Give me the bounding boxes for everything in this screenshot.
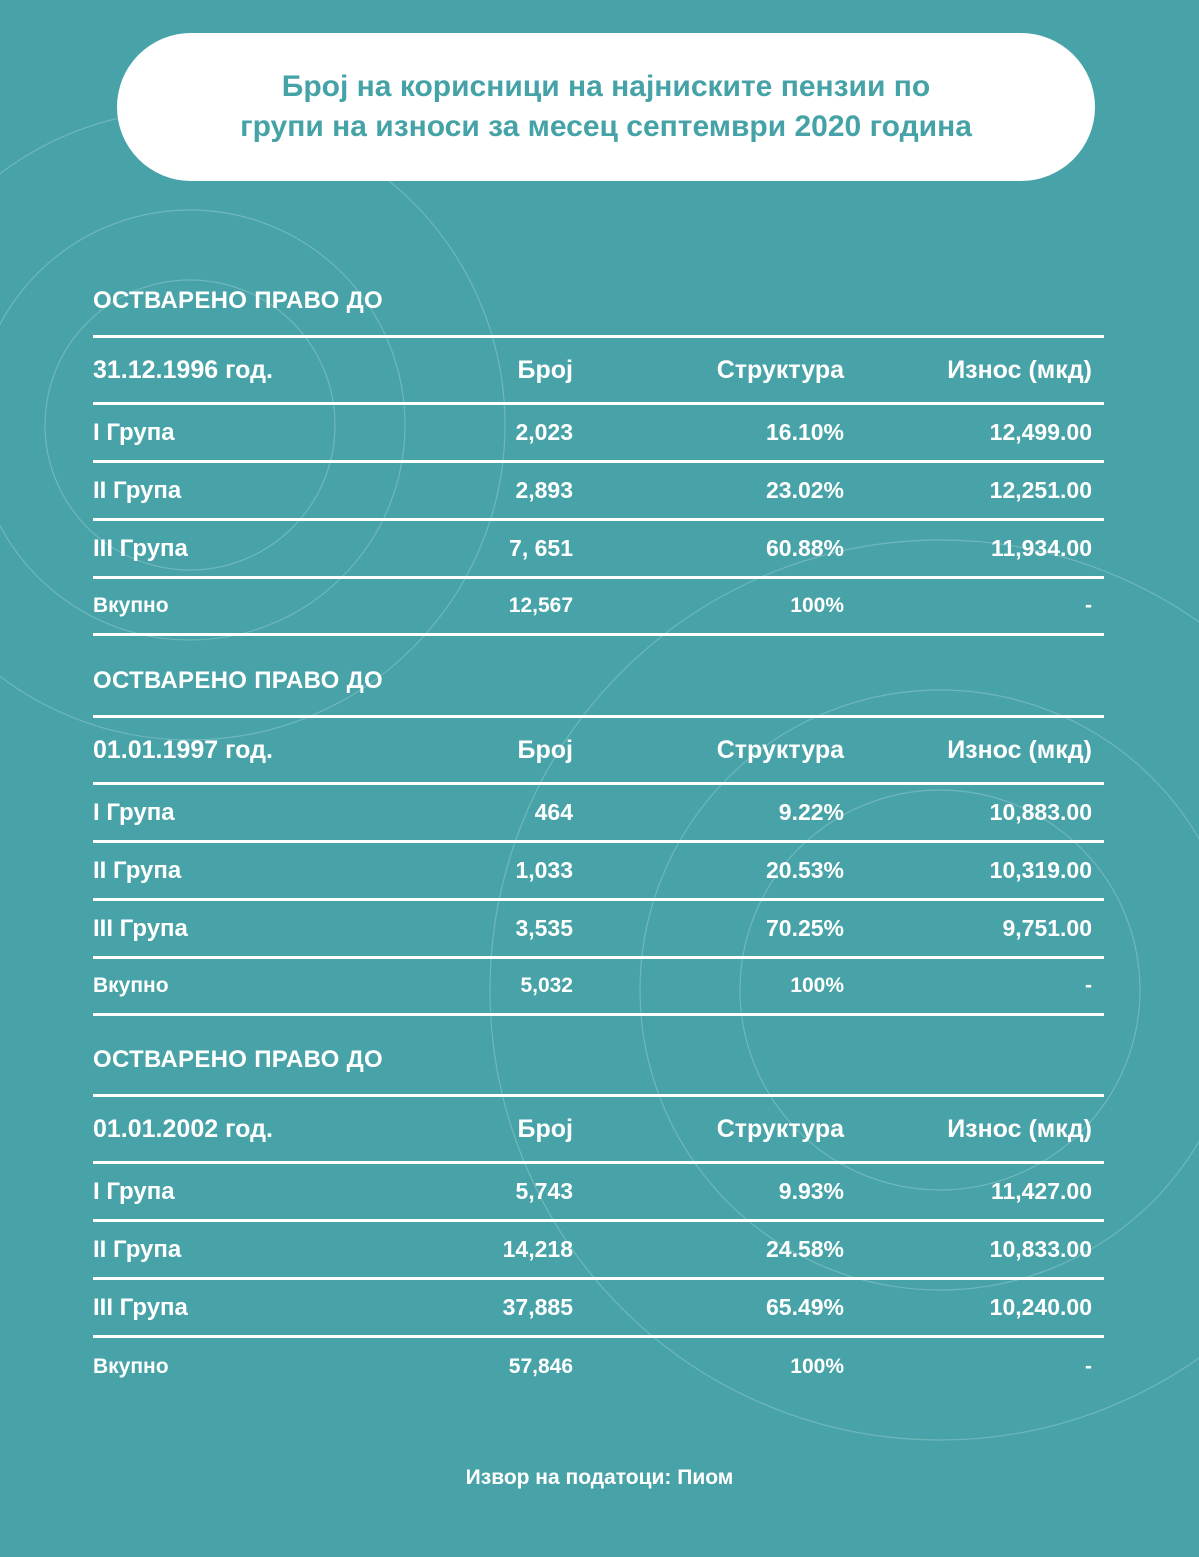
header-structure: Структура (716, 735, 844, 764)
cell-count: 5,743 (515, 1178, 573, 1204)
cell-count: 2,893 (515, 477, 573, 503)
cell-group: I Група (93, 798, 175, 826)
table-row (93, 785, 1104, 843)
table-total-row (93, 1338, 1104, 1395)
cell-structure: 20.53% (765, 857, 844, 883)
cell-structure: 65.49% (765, 1294, 844, 1320)
data-table (93, 335, 1104, 636)
cell-amount: 9,751.00 (1002, 915, 1092, 941)
header-amount: Износ (мкд) (947, 1114, 1092, 1143)
section-heading: ОСТВАРЕНО ПРАВО ДО (93, 287, 383, 314)
table-header-row (93, 1097, 1104, 1164)
header-amount: Износ (мкд) (947, 355, 1092, 384)
section-1997 (93, 663, 1104, 1016)
table-header-row (93, 718, 1104, 785)
cell-structure: 24.58% (765, 1236, 844, 1262)
cell-total-label: Вкупно (93, 974, 169, 997)
header-date: 01.01.1997 год. (93, 735, 273, 764)
data-table (93, 1094, 1104, 1395)
header-amount: Износ (мкд) (947, 735, 1092, 764)
cell-group: III Група (93, 914, 188, 942)
table-row (93, 1164, 1104, 1222)
cell-group: III Група (93, 1293, 188, 1321)
cell-total-label: Вкупно (93, 594, 169, 617)
cell-count: 1,033 (515, 857, 573, 883)
cell-total-amount: - (1085, 1354, 1092, 1378)
cell-amount: 12,499.00 (989, 419, 1092, 445)
cell-amount: 11,934.00 (990, 535, 1092, 561)
cell-group: II Група (93, 856, 182, 884)
section-heading: ОСТВАРЕНО ПРАВО ДО (93, 1046, 383, 1073)
cell-total-count: 5,032 (520, 974, 573, 997)
cell-group: I Група (93, 418, 175, 446)
table-total-row (93, 579, 1104, 636)
table-row (93, 463, 1104, 521)
cell-total-amount: - (1085, 594, 1092, 617)
cell-group: III Група (93, 534, 188, 562)
cell-amount: 10,883.00 (989, 799, 1092, 825)
cell-total-count: 12,567 (508, 594, 573, 617)
cell-total-structure: 100% (790, 974, 844, 997)
data-table (93, 715, 1104, 1016)
table-row (93, 901, 1104, 959)
cell-total-structure: 100% (790, 594, 844, 617)
section-heading: ОСТВАРЕНО ПРАВО ДО (93, 667, 383, 694)
cell-count: 464 (534, 799, 573, 825)
title-line-2: групи на износи за месец септември 2020 година (240, 110, 972, 143)
cell-group: I Група (93, 1177, 175, 1205)
header-date: 31.12.1996 год. (93, 355, 273, 384)
cell-structure: 16.10% (765, 419, 844, 445)
cell-count: 14,218 (502, 1236, 573, 1262)
cell-total-label: Вкупно (93, 1354, 169, 1378)
cell-structure: 9.22% (778, 799, 844, 825)
cell-structure: 70.25% (765, 915, 844, 941)
cell-amount: 10,319.00 (989, 857, 1092, 883)
page-title (240, 67, 972, 147)
cell-structure: 9.93% (778, 1178, 844, 1204)
cell-structure: 23.02% (765, 477, 844, 503)
header-count: Број (517, 1114, 573, 1143)
header-count: Број (517, 735, 573, 764)
cell-count: 2,023 (515, 419, 573, 445)
title-line-1: Број на корисници на најниските пензии по (281, 70, 931, 103)
source-note: Извор на податоци: Пиом (465, 1466, 734, 1489)
section-2002 (93, 1042, 1104, 1395)
header-structure: Структура (716, 355, 844, 384)
table-header-row (93, 338, 1104, 405)
cell-total-amount: - (1085, 974, 1092, 997)
cell-group: II Група (93, 476, 182, 504)
section-1996 (93, 283, 1104, 636)
cell-total-structure: 100% (790, 1354, 844, 1378)
cell-total-count: 57,846 (508, 1354, 573, 1378)
cell-group: II Група (93, 1235, 182, 1263)
cell-structure: 60.88% (765, 535, 844, 561)
cell-amount: 11,427.00 (990, 1178, 1092, 1204)
cell-count: 7, 651 (509, 535, 573, 561)
cell-amount: 10,833.00 (989, 1236, 1092, 1262)
table-total-row (93, 959, 1104, 1016)
cell-count: 37,885 (502, 1294, 573, 1320)
cell-amount: 12,251.00 (989, 477, 1092, 503)
cell-amount: 10,240.00 (989, 1294, 1092, 1320)
title-banner (117, 33, 1095, 181)
table-row (93, 1280, 1104, 1338)
table-row (93, 521, 1104, 579)
table-row (93, 1222, 1104, 1280)
header-count: Број (517, 355, 573, 384)
table-row (93, 843, 1104, 901)
cell-count: 3,535 (515, 915, 573, 941)
header-date: 01.01.2002 год. (93, 1114, 273, 1143)
table-row (93, 405, 1104, 463)
header-structure: Структура (716, 1114, 844, 1143)
